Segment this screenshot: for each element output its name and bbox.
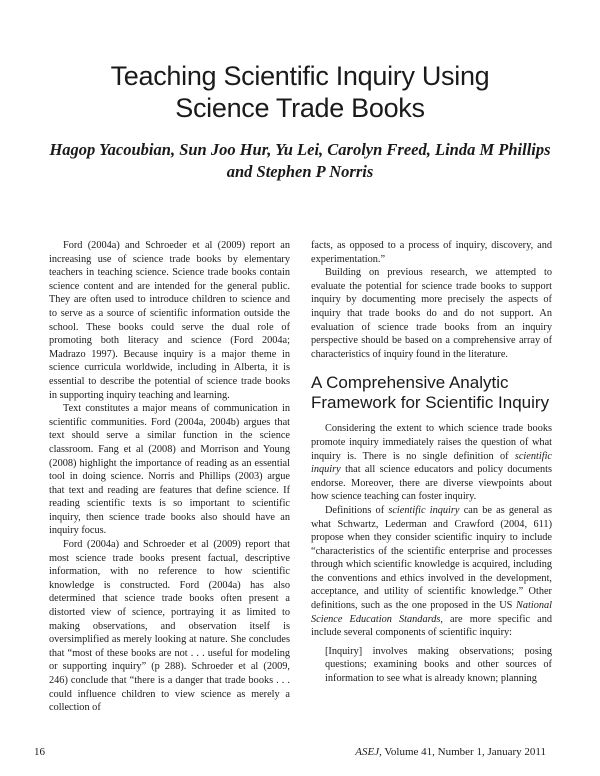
left-paragraph-3: Ford (2004a) and Schroeder et al (2009) report that most science trade books present factual, descriptive information, with no reference to how scientific knowledge is constructed. Ford (2004a) has also determined that science trade books often present a distorted view of science, portraying it as limited to making observations, and observation itself is oversimplified as merely looking at nature. She concludes that “most of these books are not . . . useful for modeling or supporting inquiry” (p 288). Schroeder et al (2009, 246) conclude that “there is a danger that trade books . . . could influence children to view science as merely a collection of: [49, 539, 290, 714]
p4-standards-italic: National Science Education Standards: [311, 600, 552, 625]
left-column: [49, 239, 290, 715]
left-paragraph-1: Ford (2004a) and Schroeder et al (2009) report an increasing use of science trade books by elementary teachers in teaching science. Science trade books contain science content and are intended for the general public. They are often used to introduce children to science and to serve as a source of scientific information outside the school. These books could serve the dual role of promoting both literacy and science (Ford 2004a; Madrazo 1997). Because inquiry is a major theme in science curricula worldwide, including in Alberta, it is essential to describe the potential of science trade books in supporting inquiry teaching and learning.: [49, 240, 290, 401]
p4-text-c: , are more specific and include several components of scientific inquiry:: [311, 613, 553, 639]
p4-text-a: Definitions of: [325, 504, 389, 516]
p3-text-b: that all science educators and policy documents endorse. Moreover, there are diverse viewpoints about how science teaching can foster inquiry.: [311, 464, 552, 503]
title-line-1: Teaching Scientific Inquiry Using: [110, 61, 490, 91]
title-line-2: Science Trade Books: [175, 93, 425, 123]
page-number: 16: [34, 746, 45, 758]
section-heading: A Comprehensive Analytic Framework for Scientific Inquiry: [311, 373, 550, 413]
left-paragraph-2: Text constitutes a major means of communication in scientific communities. Ford (2004a, 2004b) argues that text should serve a similar function in the science classroom. Fang et al (2008) and Morrison and Young (2008) highlight the importance of reading as an essential tool in doing science. Norris and Phillips (2003) argue that text and reading are features that define science. If reading scientific texts is so important to scientific inquiry, then science trade books also should have an inquiry focus.: [49, 403, 290, 537]
journal-issue: , Volume 41, Number 1, January 2011: [379, 746, 546, 758]
right-paragraph-2: Building on previous research, we attempted to evaluate the potential for science trade books to support inquiry by documenting more precisely the aspects of inquiry that trade books do and do not support. An evaluation of science trade books from an inquiry perspective should be based on a comprehensive array of characteristics of inquiry found in the literature.: [311, 267, 552, 360]
author-list: [20, 139, 580, 183]
authors-line-1: Hagop Yacoubian, Sun Joo Hur, Yu Lei, Carolyn Freed, Linda M Phillips: [49, 140, 551, 159]
right-column: [311, 239, 552, 686]
p4-term-italic: scientific inquiry: [388, 504, 460, 516]
authors-line-2: and Stephen P Norris: [226, 162, 374, 181]
right-paragraph-3: [311, 422, 552, 504]
right-paragraph-1: facts, as opposed to a process of inquiry, discovery, and experimentation.”: [311, 240, 552, 265]
right-paragraph-4: [311, 504, 552, 640]
p4-text-b: can be as general as what Schwartz, Lederman and Crawford (2004, 611) propose when they consider scientific inquiry to include “characteristics of the scientific enterprise and processes through which scientific knowledge is acquired, including the conventions and ethics involved in the development, acceptance, and utility of scientific knowledge.” Other definitions, such as the one proposed in the US: [311, 504, 552, 612]
p3-term-italic: scientific inquiry: [311, 450, 552, 476]
journal-footer: [355, 746, 546, 758]
block-quote: [Inquiry] involves making observations; posing questions; examining books and other sources of information to see what is already known; planning: [325, 645, 552, 685]
p3-text-a: Considering the extent to which science trade books promote inquiry immediately raises the question of what inquiry is. There is no single definition of: [311, 423, 552, 462]
journal-name: ASEJ: [355, 746, 380, 758]
article-title: [0, 60, 600, 124]
